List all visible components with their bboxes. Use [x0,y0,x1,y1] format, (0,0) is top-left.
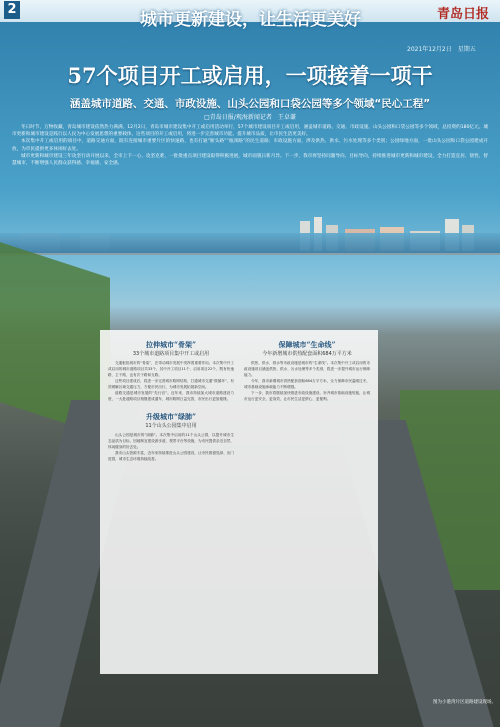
section-paragraph: 今年，我市新增城市供热配套面积684万平方米，全力保障市民温暖过冬，城市基础设施承载能力不断增强。 [244,379,370,389]
section-title: 升级城市“绿肺” [145,412,197,421]
newspaper-logo: 青岛日报 [437,7,490,22]
section-title: 拉伸城市“骨架” [145,340,197,349]
section-subtitle: 11个山头公园集中启用 [145,423,197,429]
page-number: 2 [4,1,20,19]
section-title: 保障城市“生命线” [278,340,336,349]
dateline: 2021年12月2日 星期五 [407,46,476,53]
intro-paragraph: 冬日时节，万物收藏，青岛城市建设依然热力满满。12月2日，青岛市城市建设集中开工或启用活动举行，57个城市建设项目开工或启用，涵盖城市道路、交通、市政设施、山头公园和口袋公园等多个领域，总投资约180亿元。城市更新和城市建设是践行以人民为中心发展思想的重要载体，这些项目的开工或启用，将进一步完善城市功能、提升城市品质，让市民生活更美好。 [12,125,488,138]
intro-text [12,124,488,167]
intro-paragraph: 本次集中开工或启用的项目中，道路交通方面，既有连接城市重要片区的快速路，也有打通“断头路”“瓶颈路”的民生道路；市政设施方面，涉及供热、供水、污水处理等多个类别；公园绿地方面，一批山头公园和口袋公园建成开放，为市民提供更多休闲好去处。 [12,139,488,152]
section-paragraph: 山头公园是城市的“绿肺”。本次集中启用的11个山头公园，以提升城市生态品质为目标，因地制宜建设游步道、观景平台等设施，为市民提供亲近自然、休闲健身的好去处。 [108,433,234,449]
article-body-box [100,330,378,674]
section-paragraph: 我市山头资源丰富，近年来持续推进山头公园建设，让市民推窗见绿、出门进园，城市生态环境持续改善。 [108,451,234,461]
article-column-left [108,338,234,462]
byline: □青岛日报/观海新闻记者 王卓谦 [204,114,296,121]
intro-paragraph: 城市更新和城市建设三年攻坚行动开展以来，全市上下一心、攻坚克难，一批批重点项目建设取得积极进展，城市面貌日新月异。下一步，我市将坚持问题导向、目标导向，持续推进城市更新和城市建设，全力打造宜居、韧性、智慧城市，不断增强人民群众获得感、幸福感、安全感。 [12,153,488,167]
subheadline: 涵盖城市道路、交通、市政设施、山头公园和口袋公园等多个领域“民心工程” [69,98,431,110]
photo-caption: 图为小港湾片区道路建设现场。 [433,700,496,705]
section-subtitle: 33个城市道路项目集中开工或启用 [132,351,210,357]
section-paragraph: 道路交通是城市发展的“先行官”。近年来，我市持续加大城市道路建设力度，一大批道路项目相继建成通车，城市路网日益完善，市民出行更加便捷。 [108,391,234,401]
sea-strip [0,233,500,253]
section-band-title: 城市更新建设，让生活更美好 [140,10,361,30]
section-paragraph: 下一步，我市将继续加快推进市政设施建设，补齐城市基础设施短板，让城市运行更安全、更高效，让市民生活更舒心、更便利。 [244,391,370,401]
headline: 57个项目开工或启用，一项接着一项干 [67,63,433,88]
section-subtitle: 今年新增城市供热配套面积684万平方米 [262,351,352,357]
section-paragraph: 供热、供水、排水等市政设施是城市的“生命线”。本次集中开工或启用的市政设施项目涵盖供热、供水、污水处理等多个类别，将进一步提升城市运行保障能力。 [244,361,370,377]
article-column-right [244,338,370,402]
section-paragraph: 交通枢纽城市的“骨架”，在带动城市发展中发挥着重要作用。本次集中开工或启用的城市道路项目共33个，其中开工项目11个、启用项目22个，既有快速路、主干路，也有次干路和支路。 [108,361,234,377]
section-paragraph: 这些项目建成后，将进一步完善城市路网结构，打通城市交通“微循环”，有效缓解区域交通压力，方便市民出行，为城市发展拓展新空间。 [108,379,234,389]
